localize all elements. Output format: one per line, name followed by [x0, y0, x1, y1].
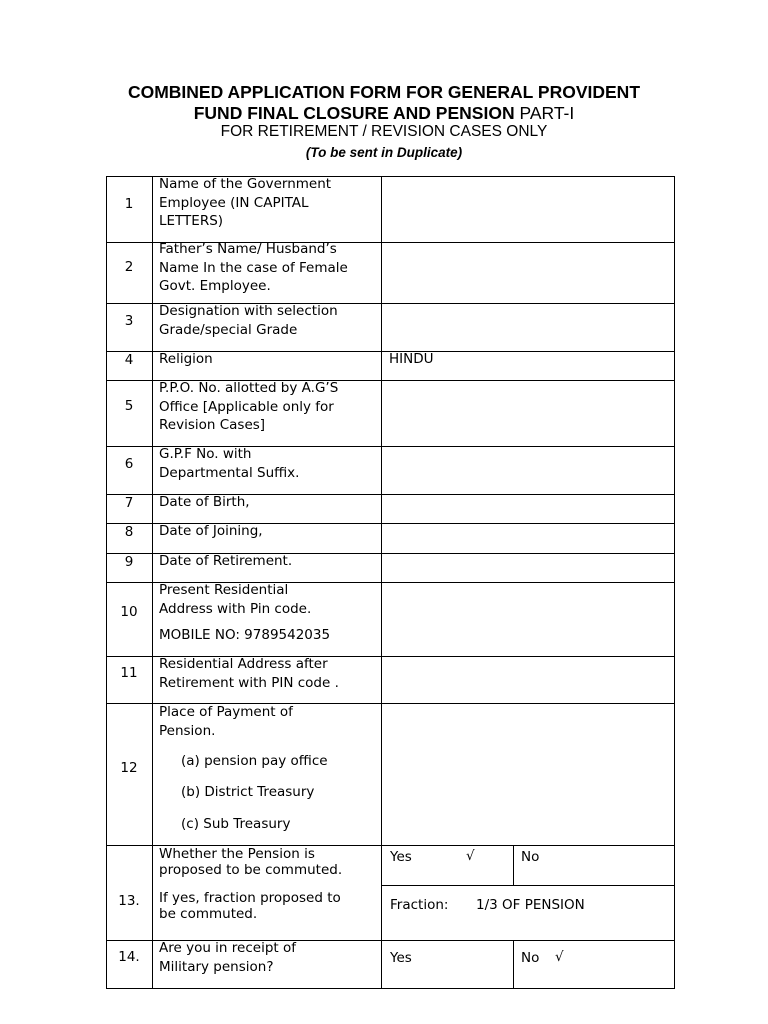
option-pension-pay-office: (a) pension pay office — [181, 753, 328, 769]
option-sub-treasury: (c) Sub Treasury — [181, 816, 291, 832]
label-ppo-number: P.P.O. No. allotted by A.G’S Office [Applicable only for Revision Cases] — [159, 380, 339, 433]
label-pension-commuted: Whether the Pension is proposed to be commuted. — [159, 846, 343, 878]
row-number: 6 — [124, 456, 134, 472]
label-religion: Religion — [159, 351, 213, 367]
military-no-option: No — [521, 950, 540, 966]
fraction-value: 1/3 OF PENSION — [476, 897, 585, 913]
form-title-line2 — [0, 103, 768, 124]
row-number: 11 — [120, 665, 138, 681]
check-mark-icon: √ — [466, 848, 475, 864]
fraction-label: Fraction: — [390, 897, 449, 913]
label-designation: Designation with selection Grade/special Grade — [159, 303, 338, 338]
form-part-label: PART-I — [519, 103, 575, 123]
row-number: 7 — [124, 495, 134, 511]
label-date-of-birth: Date of Birth, — [159, 494, 250, 510]
label-gpf-number: G.P.F No. with Departmental Suffix. — [159, 446, 300, 481]
commuted-yes-option: Yes — [390, 849, 412, 865]
form-title-line1: COMBINED APPLICATION FORM FOR GENERAL PROVIDENT — [127, 82, 641, 102]
duplicate-note: (To be sent in Duplicate) — [305, 145, 463, 160]
row-number: 2 — [124, 259, 134, 275]
label-place-of-payment: Place of Payment of Pension. — [159, 704, 293, 739]
row-number: 1 — [124, 196, 134, 212]
yes-no-divider — [513, 940, 514, 989]
military-yes-option: Yes — [390, 950, 412, 966]
row-number: 13. — [118, 893, 140, 909]
row-number: 3 — [124, 313, 134, 329]
row-divider — [381, 885, 675, 886]
form-title-line2-main: FUND FINAL CLOSURE AND PENSION — [193, 103, 520, 123]
label-date-of-joining: Date of Joining, — [159, 523, 263, 539]
check-mark-icon: √ — [555, 949, 564, 965]
row-number: 10 — [120, 604, 138, 620]
form-subtitle: FOR RETIREMENT / REVISION CASES ONLY — [220, 123, 548, 140]
label-employee-name: Name of the Government Employee (IN CAPITAL LETTERS) — [159, 176, 332, 229]
commuted-no-option: No — [521, 849, 540, 865]
label-address-after-retirement: Residential Address after Retirement with PIN code . — [159, 656, 339, 691]
row-number: 5 — [124, 398, 134, 414]
row-number: 9 — [124, 554, 134, 570]
label-present-address: Present Residential Address with Pin code. — [159, 582, 312, 617]
label-date-of-retirement: Date of Retirement. — [159, 553, 293, 569]
row-number: 4 — [124, 352, 134, 368]
option-district-treasury: (b) District Treasury — [181, 784, 315, 800]
label-father-husband-name: Father’s Name/ Husband’s Name In the case of Female Govt. Employee. — [159, 241, 348, 294]
row-number: 14. — [118, 949, 140, 965]
yes-no-divider — [513, 845, 514, 885]
row-number: 8 — [124, 524, 134, 540]
religion-value: HINDU — [389, 351, 434, 367]
label-commuted-fraction: If yes, fraction proposed to be commuted. — [159, 890, 341, 922]
row-number: 12 — [120, 760, 138, 776]
mobile-number: MOBILE NO: 9789542035 — [159, 627, 331, 643]
label-military-pension: Are you in receipt of Military pension? — [159, 940, 296, 975]
